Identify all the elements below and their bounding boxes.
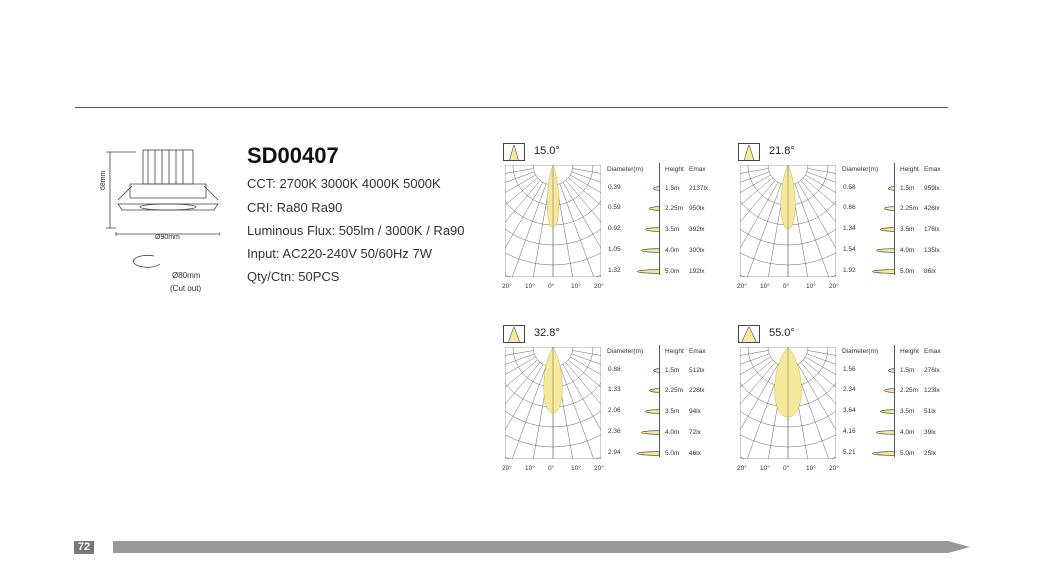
diameter-value: 0.88 (608, 366, 621, 373)
scale-label: 10° (760, 465, 770, 472)
emax-value: 512lx (689, 367, 705, 374)
diameter-value: 2.94 (608, 449, 621, 456)
divider (659, 163, 660, 275)
height-header: Height (900, 348, 919, 355)
emax-value: 2137lx (689, 185, 709, 192)
spot-marker (653, 368, 659, 373)
emax-header: Emax (689, 166, 706, 173)
beam-angle-icon (503, 143, 525, 161)
svg-text:Ø90mm: Ø90mm (155, 234, 180, 241)
height-value: 4.0m (665, 429, 680, 436)
spot-marker (653, 186, 659, 191)
emax-value: 192lx (689, 268, 705, 275)
emax-value: 94lx (689, 408, 701, 415)
spot-marker (641, 430, 659, 435)
emax-value: 86lx (924, 268, 936, 275)
diameter-header: Diameter(m) (607, 166, 644, 173)
divider (659, 345, 660, 457)
beam-block (503, 325, 743, 485)
diameter-value: 1.05 (608, 246, 621, 253)
height-value: 1.5m (665, 185, 680, 192)
diameter-value: 1.54 (843, 246, 856, 253)
product-model: SD00407 (247, 143, 339, 168)
height-value: 2.25m (665, 387, 684, 394)
scale-label: 20° (737, 465, 747, 472)
emax-value: 276lx (924, 367, 940, 374)
scale-label: 10° (571, 283, 581, 290)
spec-cct: CCT: 2700K 3000K 4000K 5000K (247, 176, 441, 191)
emax-value: 392lx (689, 226, 705, 233)
height-value: 5.0m (665, 268, 680, 275)
emax-value: 228lx (689, 387, 705, 394)
spot-marker (876, 430, 894, 435)
spec-flux: Luminous Flux: 505lm / 3000K / Ra90 (247, 223, 465, 238)
diameter-value: 0.39 (608, 184, 621, 191)
height-value: 1.5m (900, 185, 915, 192)
scale-label: 10° (760, 283, 770, 290)
beam-angle: 32.8° (534, 327, 560, 339)
emax-value: 39lx (924, 429, 936, 436)
height-header: Height (900, 166, 919, 173)
beam-angle-icon (738, 325, 760, 343)
scale-label: 20° (829, 465, 839, 472)
polar-diagram (740, 347, 836, 459)
diameter-value: 4.16 (843, 428, 856, 435)
diameter-value: 0.92 (608, 225, 621, 232)
diameter-value: 0.86 (843, 204, 856, 211)
height-value: 3.5m (665, 226, 680, 233)
emax-header: Emax (924, 348, 941, 355)
beam-block (738, 143, 978, 303)
spot-marker (641, 248, 659, 253)
diameter-value: 2.06 (608, 407, 621, 414)
emax-value: 72lx (689, 429, 701, 436)
diameter-value: 2.34 (843, 386, 856, 393)
emax-value: 426lx (924, 205, 940, 212)
height-value: 3.5m (900, 408, 915, 415)
footer-bar-tip (948, 541, 970, 553)
polar-diagram (505, 347, 601, 459)
emax-value: 950lx (689, 205, 705, 212)
diameter-value: 1.32 (608, 267, 621, 274)
beam-angle: 21.8° (769, 145, 795, 157)
spot-marker (637, 269, 659, 274)
spot-marker (872, 451, 894, 456)
diameter-header: Diameter(m) (842, 348, 879, 355)
divider (894, 163, 895, 275)
scale-label: 0° (783, 283, 790, 290)
scale-label: 10° (525, 465, 535, 472)
emax-header: Emax (924, 166, 941, 173)
header-rule (75, 107, 948, 108)
diameter-value: 0.58 (843, 184, 856, 191)
height-header: Height (665, 348, 684, 355)
diameter-value: 3.64 (843, 407, 856, 414)
emax-value: 51lx (924, 408, 936, 415)
diameter-value: 1.56 (843, 366, 856, 373)
diameter-header: Diameter(m) (842, 166, 879, 173)
diameter-header: Diameter(m) (607, 348, 644, 355)
height-value: 3.5m (900, 226, 915, 233)
beam-block (738, 325, 978, 485)
scale-label: 20° (502, 465, 512, 472)
scale-label: 0° (548, 465, 555, 472)
scale-label: 10° (806, 283, 816, 290)
scale-label: 20° (594, 283, 604, 290)
emax-value: 300lx (689, 247, 705, 254)
beam-angle-icon (738, 143, 760, 161)
emax-value: 123lx (924, 387, 940, 394)
beam-angle-icon (503, 325, 525, 343)
spec-input: Input: AC220-240V 50/60Hz 7W (247, 246, 433, 261)
height-value: 2.25m (900, 205, 919, 212)
emax-value: 46lx (689, 450, 701, 457)
svg-text:Ø80mm: Ø80mm (172, 271, 201, 280)
page-number: 72 (74, 541, 94, 554)
scale-label: 10° (525, 283, 535, 290)
svg-text:68mm: 68mm (100, 170, 107, 190)
diameter-value: 1.34 (843, 225, 856, 232)
scale-label: 20° (737, 283, 747, 290)
height-value: 5.0m (900, 450, 915, 457)
spot-marker (884, 206, 894, 211)
scale-label: 20° (829, 283, 839, 290)
spec-cri: CRI: Ra80 Ra90 (247, 200, 343, 215)
scale-label: 0° (548, 283, 555, 290)
height-value: 5.0m (900, 268, 915, 275)
svg-text:(Cut out): (Cut out) (170, 284, 202, 293)
spot-marker (637, 451, 659, 456)
spot-marker (649, 206, 659, 211)
diameter-value: 2.36 (608, 428, 621, 435)
height-value: 5.0m (665, 450, 680, 457)
scale-label: 0° (783, 465, 790, 472)
height-header: Height (665, 166, 684, 173)
diameter-value: 5.21 (843, 449, 856, 456)
emax-value: 959lx (924, 185, 940, 192)
height-value: 1.5m (665, 367, 680, 374)
height-value: 2.25m (900, 387, 919, 394)
height-value: 4.0m (665, 247, 680, 254)
scale-label: 20° (502, 283, 512, 290)
height-value: 3.5m (665, 408, 680, 415)
height-value: 1.5m (900, 367, 915, 374)
spot-marker (876, 248, 894, 253)
polar-diagram (740, 165, 836, 277)
spot-marker (649, 388, 659, 393)
height-value: 4.0m (900, 429, 915, 436)
scale-label: 10° (571, 465, 581, 472)
spot-marker (884, 388, 894, 393)
diameter-value: 0.59 (608, 204, 621, 211)
spot-marker (888, 186, 894, 191)
spot-marker (888, 368, 894, 373)
divider (894, 345, 895, 457)
height-value: 4.0m (900, 247, 915, 254)
product-drawing (100, 140, 220, 300)
footer-bar (113, 541, 948, 553)
spot-marker (880, 409, 894, 414)
beam-block (503, 143, 743, 303)
emax-header: Emax (689, 348, 706, 355)
scale-label: 10° (806, 465, 816, 472)
spot-marker (880, 227, 894, 232)
polar-diagram (505, 165, 601, 277)
height-value: 2.25m (665, 205, 684, 212)
spot-marker (645, 227, 659, 232)
scale-label: 20° (594, 465, 604, 472)
diameter-value: 1.92 (843, 267, 856, 274)
emax-value: 176lx (924, 226, 940, 233)
spot-marker (872, 269, 894, 274)
beam-angle: 15.0° (534, 145, 560, 157)
emax-value: 135lx (924, 247, 940, 254)
beam-angle: 55.0° (769, 327, 795, 339)
emax-value: 25lx (924, 450, 936, 457)
spec-qty: Qty/Ctn: 50PCS (247, 269, 340, 284)
spot-marker (645, 409, 659, 414)
diameter-value: 1.33 (608, 386, 621, 393)
